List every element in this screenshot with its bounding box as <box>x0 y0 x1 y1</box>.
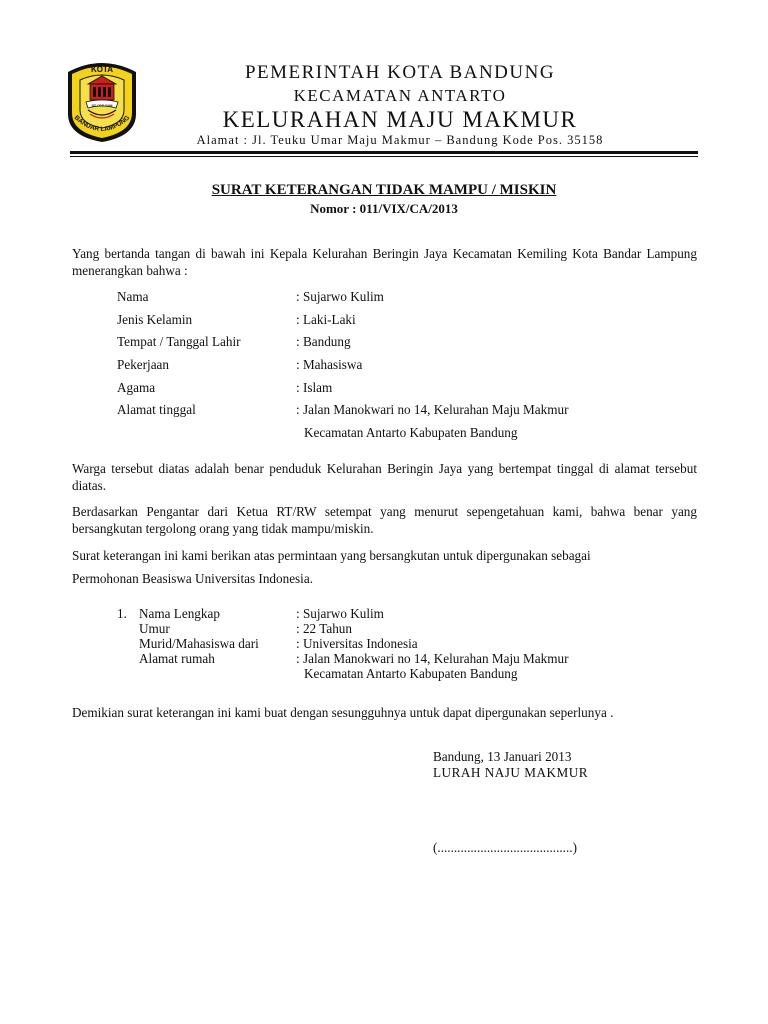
logo-ribbon-text: SELOBO SAMI <box>91 103 113 108</box>
person-value-occupation: : Mahasiswa <box>296 357 363 372</box>
signature-name-placeholder: (.........................................) <box>433 840 577 855</box>
city-emblem-logo <box>62 58 142 144</box>
letterhead-government: PEMERINTAH KOTA BANDUNG <box>244 62 556 83</box>
person-value-birth: : Bandung <box>296 334 351 349</box>
person-label-gender: Jenis Kelamin <box>117 312 193 327</box>
student-value-age: : 22 Tahun <box>296 621 352 636</box>
student-value-fullname: : Sujarwo Kulim <box>296 606 384 621</box>
closing-paragraph: Demikian surat keterangan ini kami buat dengan sesungguhnya untuk dapat dipergunakan seperlunya . <box>72 705 614 720</box>
person-value-address: : Jalan Manokwari no 14, Kelurahan Maju Makmur <box>296 402 569 417</box>
person-value-address-cont: Kecamatan Antarto Kabupaten Bandung <box>304 425 518 440</box>
student-value-school: : Universitas Indonesia <box>296 636 418 651</box>
list-number: 1. <box>117 606 127 621</box>
person-value-gender: : Laki-Laki <box>296 312 356 327</box>
letterhead-divider-thin <box>70 156 698 157</box>
student-label-school: Murid/Mahasiswa dari <box>139 636 259 651</box>
paragraph-poverty: Berdasarkan Pengantar dari Ketua RT/RW setempat yang menurut sepengetahuan kami, bahwa benar yang bersangkutan tergolong orang yang tidak mampu/miskin. <box>72 504 697 536</box>
student-value-home: : Jalan Manokwari no 14, Kelurahan Maju Makmur <box>296 651 569 666</box>
person-label-address: Alamat tinggal <box>117 402 196 417</box>
person-label-religion: Agama <box>117 380 156 395</box>
signature-place-date: Bandung, 13 Januari 2013 <box>433 749 572 764</box>
person-label-birth: Tempat / Tanggal Lahir <box>117 334 241 349</box>
paragraph-resident: Warga tersebut diatas adalah benar penduduk Kelurahan Beringin Jaya yang bertempat tinggal di alamat tersebut diatas. <box>72 461 697 493</box>
student-label-fullname: Nama Lengkap <box>139 606 220 621</box>
student-value-home-cont: Kecamatan Antarto Kabupaten Bandung <box>304 666 518 681</box>
logo-bottom-text: BANDAR LAMPUNG <box>72 114 132 134</box>
signature-position: LURAH NAJU MAKMUR <box>433 765 589 780</box>
person-label-name: Nama <box>117 289 149 304</box>
student-label-home: Alamat rumah <box>139 651 215 666</box>
intro-paragraph: Yang bertanda tangan di bawah ini Kepala Kelurahan Beringin Jaya Kecamatan Kemiling Kota Bandar Lampung menerangkan bahwa : <box>72 246 697 278</box>
letterhead-village: KELURAHAN MAJU MAKMUR <box>222 107 578 132</box>
person-label-occupation: Pekerjaan <box>117 357 169 372</box>
letter-number: Nomor : 011/VIX/CA/2013 <box>310 201 458 216</box>
person-value-name: : Sujarwo Kulim <box>296 289 384 304</box>
paragraph-purpose-cont: Permohonan Beasiswa Universitas Indonesia. <box>72 571 313 586</box>
letterhead-address: Alamat : Jl. Teuku Umar Maju Makmur – Bandung Kode Pos. 35158 <box>196 133 604 147</box>
letterhead-divider-thick <box>70 151 698 154</box>
letter-title: SURAT KETERANGAN TIDAK MAMPU / MISKIN <box>211 182 557 198</box>
paragraph-purpose: Surat keterangan ini kami berikan atas permintaan yang bersangkutan untuk dipergunakan sebagai <box>72 548 591 563</box>
logo-top-text: KOTA <box>90 65 114 74</box>
student-label-age: Umur <box>139 621 170 636</box>
letterhead-district: KECAMATAN ANTARTO <box>293 86 507 105</box>
person-value-religion: : Islam <box>296 380 333 395</box>
